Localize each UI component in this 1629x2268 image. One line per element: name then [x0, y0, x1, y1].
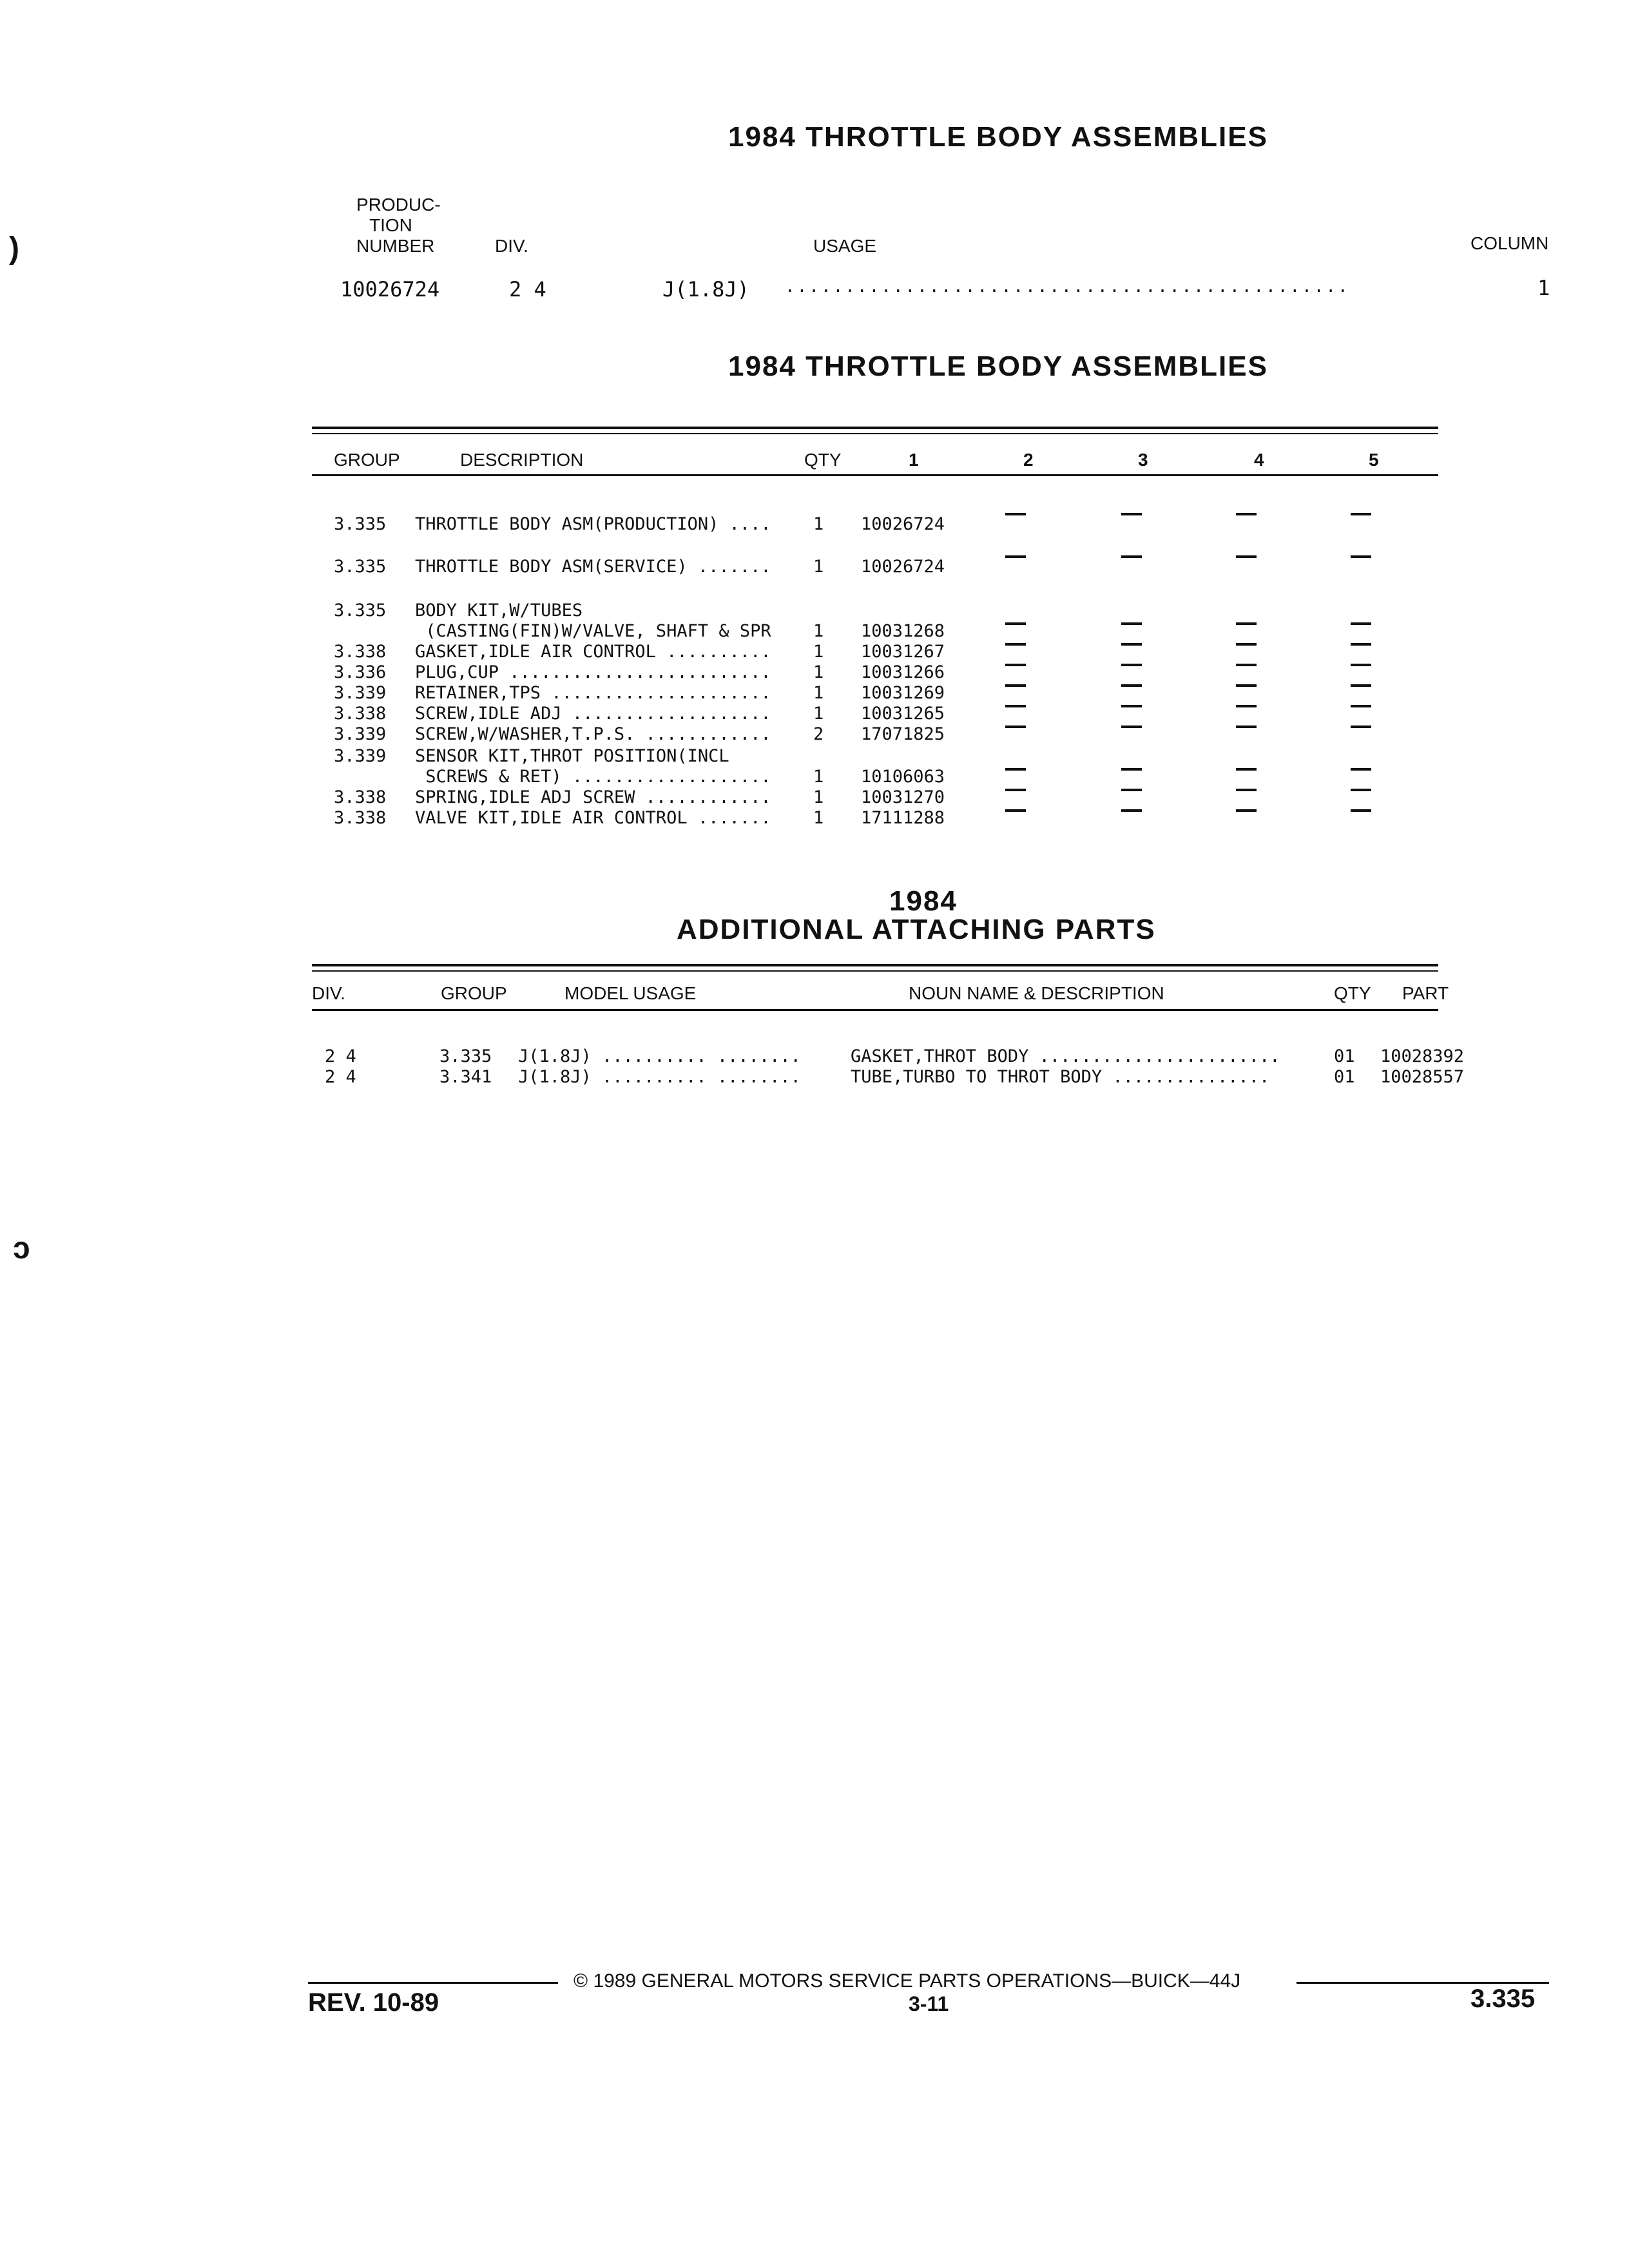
row-1-col3-empty-mark	[1121, 513, 1142, 515]
row-13-col4-empty-mark	[1236, 809, 1257, 812]
prod-leader: ...............................................	[785, 277, 1350, 296]
row-6-group: 3.336	[334, 662, 387, 682]
t3-row-2-description: TUBE,TURBO TO THROT BODY ...............	[851, 1067, 1270, 1087]
row-13-description: VALVE KIT,IDLE AIR CONTROL .......	[415, 808, 771, 828]
t3-header-qty: QTY	[1334, 983, 1371, 1003]
row-8-description: SCREW,IDLE ADJ ...................	[415, 704, 771, 724]
row-13-col3-empty-mark	[1121, 809, 1142, 812]
row-6-col4-empty-mark	[1236, 664, 1257, 666]
row-7-col4-empty-mark	[1236, 684, 1257, 687]
row-6-description: PLUG,CUP .........................	[415, 662, 771, 682]
t3-row-2-usage: J(1.8J) .......... ........	[518, 1067, 801, 1087]
row-12-col2-empty-mark	[1005, 789, 1026, 791]
row-12-description: SPRING,IDLE ADJ SCREW ............	[415, 787, 771, 807]
col-header-qty: QTY	[804, 450, 842, 470]
row-11-qty: 1	[813, 767, 824, 787]
row-9-part: 17071825	[861, 724, 945, 744]
row-9-col5-empty-mark	[1351, 726, 1371, 728]
row-5-col4-empty-mark	[1236, 643, 1257, 646]
row-1-col5-empty-mark	[1351, 513, 1371, 515]
col-header-4: 4	[1254, 450, 1264, 470]
row-8-part: 10031265	[861, 704, 945, 724]
margin-mark-bottom: ↄ	[13, 1231, 30, 1265]
col-header-5: 5	[1369, 450, 1379, 470]
t3-row-1-part: 10028392	[1380, 1046, 1465, 1066]
table2-top-rule-thin	[312, 433, 1438, 434]
row-13-col5-empty-mark	[1351, 809, 1371, 812]
row-13-col2-empty-mark	[1005, 809, 1026, 812]
row-6-col3-empty-mark	[1121, 664, 1142, 666]
row-5-part: 10031267	[861, 642, 945, 662]
row-1-qty: 1	[813, 514, 824, 534]
row-7-description: RETAINER,TPS .....................	[415, 683, 771, 703]
row-13-group: 3.338	[334, 808, 387, 828]
col-header-description: DESCRIPTION	[460, 450, 584, 470]
row-6-qty: 1	[813, 662, 824, 682]
header-column: COLUMN	[1470, 233, 1549, 253]
t3-header-part: PART	[1402, 983, 1449, 1003]
row-2-part: 10026724	[861, 557, 945, 577]
row-6-col2-empty-mark	[1005, 664, 1026, 666]
table3-header-rule	[312, 1009, 1438, 1011]
col-header-1: 1	[909, 450, 919, 470]
row-4-qty: 1	[813, 621, 824, 641]
prod-usage: J(1.8J)	[662, 277, 749, 302]
row-13-part: 17111288	[861, 808, 945, 828]
row-7-qty: 1	[813, 683, 824, 703]
row-10-description: SENSOR KIT,THROT POSITION(INCL	[415, 746, 729, 766]
section2-title: 1984 THROTTLE BODY ASSEMBLIES	[728, 351, 1268, 382]
header-div: DIV.	[495, 236, 528, 256]
footer-page: 3-11	[909, 1992, 949, 2015]
row-4-part: 10031268	[861, 621, 945, 641]
row-1-description: THROTTLE BODY ASM(PRODUCTION) ....	[415, 514, 771, 534]
row-9-col4-empty-mark	[1236, 726, 1257, 728]
footer-rev: REV. 10-89	[308, 1988, 439, 2017]
row-8-col4-empty-mark	[1236, 705, 1257, 707]
t3-header-div: DIV.	[312, 983, 345, 1003]
row-1-col4-empty-mark	[1236, 513, 1257, 515]
footer-section: 3.335	[1470, 1984, 1536, 2013]
row-2-description: THROTTLE BODY ASM(SERVICE) .......	[415, 557, 771, 577]
table3-top-rule-thin	[312, 970, 1438, 972]
section3-title: ADDITIONAL ATTACHING PARTS	[677, 914, 1156, 945]
row-11-col4-empty-mark	[1236, 768, 1257, 771]
section3-title-year: 1984	[889, 885, 958, 917]
row-11-description: SCREWS & RET) ...................	[415, 767, 771, 787]
col-header-3: 3	[1138, 450, 1148, 470]
t3-row-1-qty: 01	[1334, 1046, 1355, 1066]
col-header-2: 2	[1023, 450, 1034, 470]
table3-top-rule	[312, 964, 1438, 966]
row-4-col3-empty-mark	[1121, 622, 1142, 625]
prod-div: 2 4	[509, 277, 546, 302]
row-11-part: 10106063	[861, 767, 945, 787]
row-12-col5-empty-mark	[1351, 789, 1371, 791]
row-5-col3-empty-mark	[1121, 643, 1142, 646]
header-usage: USAGE	[813, 236, 877, 256]
t3-row-1-description: GASKET,THROT BODY .......................	[851, 1046, 1280, 1066]
row-9-qty: 2	[813, 724, 824, 744]
row-13-qty: 1	[813, 808, 824, 828]
row-4-description: (CASTING(FIN)W/VALVE, SHAFT & SPR	[415, 621, 771, 641]
row-4-col5-empty-mark	[1351, 622, 1371, 625]
row-12-col4-empty-mark	[1236, 789, 1257, 791]
t3-row-2-group: 3.341	[439, 1067, 492, 1087]
row-1-col2-empty-mark	[1005, 513, 1026, 515]
footer-rule-left	[308, 1982, 558, 1984]
row-2-col5-empty-mark	[1351, 555, 1371, 558]
row-9-group: 3.339	[334, 724, 387, 744]
row-11-col2-empty-mark	[1005, 768, 1026, 771]
row-1-group: 3.335	[334, 514, 387, 534]
table2-top-rule	[312, 427, 1438, 429]
margin-mark-top: )	[9, 231, 19, 265]
row-7-group: 3.339	[334, 683, 387, 703]
t3-row-1-group: 3.335	[439, 1046, 492, 1066]
row-2-col4-empty-mark	[1236, 555, 1257, 558]
row-5-description: GASKET,IDLE AIR CONTROL ..........	[415, 642, 771, 662]
row-5-qty: 1	[813, 642, 824, 662]
col-header-group: GROUP	[334, 450, 400, 470]
header-production-l2: TION	[369, 215, 412, 235]
footer-copyright: © 1989 GENERAL MOTORS SERVICE PARTS OPERATIONS—BUICK—44J	[574, 1970, 1241, 1992]
row-1-part: 10026724	[861, 514, 945, 534]
footer-rule-right	[1296, 1982, 1549, 1984]
row-9-description: SCREW,W/WASHER,T.P.S. ............	[415, 724, 771, 744]
header-production-l3: NUMBER	[356, 236, 435, 256]
row-2-col2-empty-mark	[1005, 555, 1026, 558]
row-9-col2-empty-mark	[1005, 726, 1026, 728]
row-12-group: 3.338	[334, 787, 387, 807]
row-3-group: 3.335	[334, 601, 387, 620]
row-9-col3-empty-mark	[1121, 726, 1142, 728]
row-7-part: 10031269	[861, 683, 945, 703]
row-6-part: 10031266	[861, 662, 945, 682]
t3-row-1-div: 2 4	[325, 1046, 356, 1066]
row-6-col5-empty-mark	[1351, 664, 1371, 666]
row-11-col5-empty-mark	[1351, 768, 1371, 771]
row-12-col3-empty-mark	[1121, 789, 1142, 791]
row-7-col3-empty-mark	[1121, 684, 1142, 687]
row-5-col5-empty-mark	[1351, 643, 1371, 646]
row-8-col5-empty-mark	[1351, 705, 1371, 707]
t3-header-noun-name: NOUN NAME & DESCRIPTION	[909, 983, 1164, 1003]
row-5-group: 3.338	[334, 642, 387, 662]
row-3-description: BODY KIT,W/TUBES	[415, 601, 583, 620]
row-2-col3-empty-mark	[1121, 555, 1142, 558]
t3-row-2-qty: 01	[1334, 1067, 1355, 1087]
header-production-l1: PRODUC-	[356, 195, 441, 215]
t3-header-group: GROUP	[441, 983, 507, 1003]
row-8-col3-empty-mark	[1121, 705, 1142, 707]
t3-header-model-usage: MODEL USAGE	[564, 983, 697, 1003]
row-5-col2-empty-mark	[1005, 643, 1026, 646]
row-10-group: 3.339	[334, 746, 387, 766]
table2-header-rule	[312, 474, 1438, 476]
row-11-col3-empty-mark	[1121, 768, 1142, 771]
row-8-group: 3.338	[334, 704, 387, 724]
row-2-group: 3.335	[334, 557, 387, 577]
t3-row-1-usage: J(1.8J) .......... ........	[518, 1046, 801, 1066]
prod-column: 1	[1537, 276, 1550, 300]
t3-row-2-part: 10028557	[1380, 1067, 1465, 1087]
row-4-col4-empty-mark	[1236, 622, 1257, 625]
t3-row-2-div: 2 4	[325, 1067, 356, 1087]
section1-title: 1984 THROTTLE BODY ASSEMBLIES	[728, 121, 1268, 153]
row-12-qty: 1	[813, 787, 824, 807]
row-2-qty: 1	[813, 557, 824, 577]
row-8-qty: 1	[813, 704, 824, 724]
row-8-col2-empty-mark	[1005, 705, 1026, 707]
row-7-col5-empty-mark	[1351, 684, 1371, 687]
prod-number: 10026724	[340, 277, 440, 302]
row-7-col2-empty-mark	[1005, 684, 1026, 687]
row-4-col2-empty-mark	[1005, 622, 1026, 625]
row-12-part: 10031270	[861, 787, 945, 807]
